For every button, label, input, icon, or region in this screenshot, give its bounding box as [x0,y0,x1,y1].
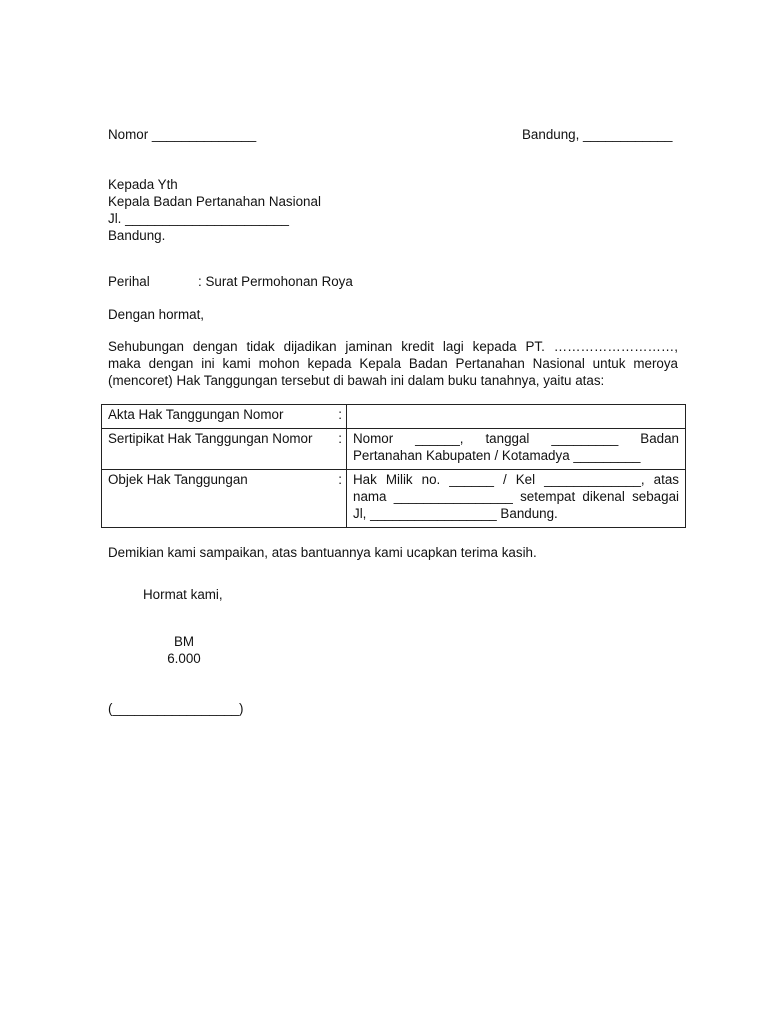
salutation: Dengan hormat, [108,307,205,322]
place-and-date: Bandung, ____________ [522,127,673,142]
objek-line-1: Hak Milik no. ______ / Kel _____________, atas [353,472,679,487]
subject-label: Perihal [108,274,150,289]
sertipikat-line-2: Pertanahan Kabupaten / Kotamadya _________ [353,448,641,463]
intro-line-3: (mencoret) Hak Tanggungan tersebut di bawah ini dalam buku tanahnya, yaitu atas: [108,373,605,388]
stamp-line-2: 6.000 [167,651,201,666]
letter-number: Nomor ______________ [108,127,257,142]
table-row [102,470,686,528]
colon: : [338,472,342,487]
objek-label: Objek Hak Tanggungan [108,472,248,487]
recipient-line-3: Jl. ______________________ [108,211,289,226]
intro-line-1: Sehubungan dengan tidak dijadikan jaminan kredit lagi kepada PT. ………………………, [108,339,678,354]
sertipikat-value-cell [347,429,686,470]
signature-line: (_________________) [108,701,244,716]
objek-line-3: Jl, _________________ Bandung. [353,506,558,521]
table-row [102,405,686,429]
stamp-duty [150,633,218,667]
colon: : [338,431,342,446]
recipient-line-1: Kepada Yth [108,177,178,192]
intro-paragraph [108,338,678,389]
stamp-line-1: BM [173,634,195,649]
intro-line-2: maka dengan ini kami mohon kepada Kepala Badan Pertanahan Nasional untuk meroya [108,356,678,371]
subject-value: : Surat Permohonan Roya [198,274,353,289]
akta-label: Akta Hak Tanggungan Nomor [108,407,284,422]
table-label-cell [102,470,347,528]
mortgage-details-table [101,404,686,528]
recipient-block [108,176,321,244]
recipient-line-2: Kepala Badan Pertanahan Nasional [108,194,321,209]
regards: Hormat kami, [143,587,223,602]
akta-value-cell [347,405,686,429]
recipient-line-4: Bandung. [108,228,166,243]
table-label-cell [102,429,347,470]
colon: : [338,407,342,422]
sertipikat-label: Sertipikat Hak Tanggungan Nomor [108,431,313,446]
table-row [102,429,686,470]
objek-value-cell [347,470,686,528]
closing-sentence: Demikian kami sampaikan, atas bantuannya kami ucapkan terima kasih. [108,545,537,560]
sertipikat-line-1: Nomor ______, tanggal _________ Badan [353,431,679,446]
objek-line-2: nama ________________ setempat dikenal sebagai [353,489,679,504]
table-label-cell [102,405,347,429]
